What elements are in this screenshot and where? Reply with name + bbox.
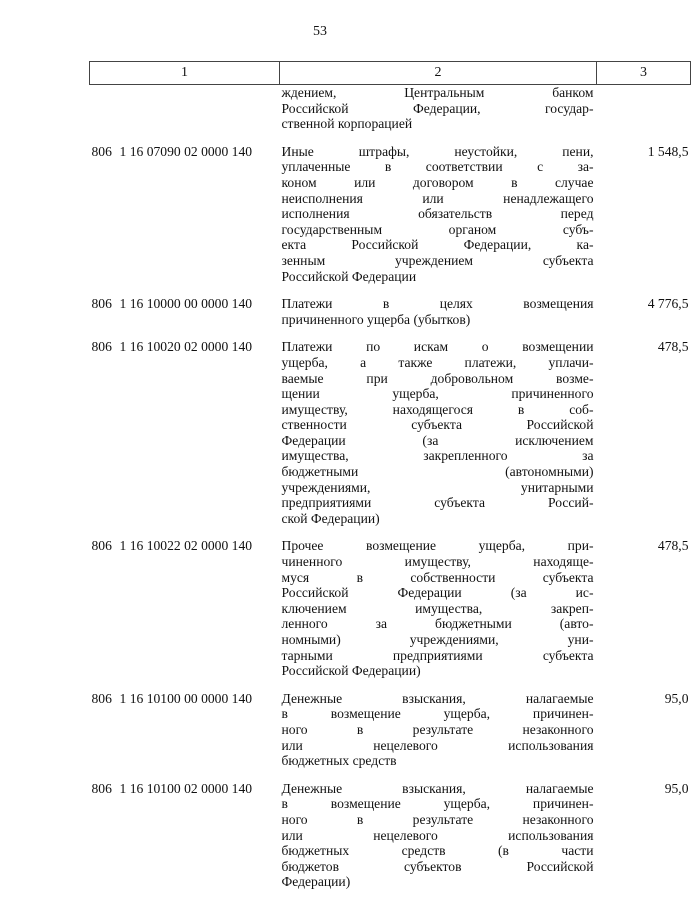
table-header <box>90 62 691 85</box>
budget-code-cell <box>90 691 280 781</box>
header-col-2: 2 <box>280 62 597 85</box>
table-row <box>90 339 691 538</box>
text-line: учреждениями, унитарными <box>281 479 594 495</box>
text-line: бюджетными (автономными) <box>281 464 594 480</box>
text-line: в возмещение ущерба, причинен- <box>281 706 594 722</box>
admin-code: 806 <box>91 690 112 706</box>
text-line: имущества, закрепленного за <box>281 448 594 464</box>
admin-code: 806 <box>91 780 112 796</box>
text-line: имуществу, находящегося в соб- <box>281 401 594 417</box>
continuation-text <box>280 85 597 144</box>
admin-code: 806 <box>91 339 112 355</box>
amount-cell: 95,0 <box>664 780 689 796</box>
text-line: ленного за бюджетными (авто- <box>281 616 594 632</box>
text-line: Российской Федерации (за ис- <box>281 585 594 601</box>
text-line: Иные штрафы, неустойки, пени, <box>281 143 594 159</box>
text-line: предприятиями субъекта Россий- <box>281 495 594 511</box>
text-line: причиненного ущерба (убытков) <box>281 311 471 327</box>
income-name-cell <box>280 781 597 902</box>
text-line: тарными предприятиями субъекта <box>281 647 594 663</box>
table-row <box>90 781 691 902</box>
text-line: Российской Федерации, государ- <box>281 100 594 116</box>
text-line: Федерации) <box>281 874 351 890</box>
income-name-cell <box>280 691 597 781</box>
table-body <box>90 85 691 902</box>
text-line: уплаченные в соответствии с за- <box>281 159 594 175</box>
text-line: бюджетных средств <box>281 753 397 769</box>
table-row <box>90 144 691 296</box>
classification-code: 1 16 10000 00 0000 140 <box>119 296 253 312</box>
amount-cell: 4 776,5 <box>647 296 689 312</box>
table-row <box>90 538 691 690</box>
text-line: Российской Федерации <box>281 268 417 284</box>
page-number: 53 <box>313 24 327 39</box>
text-line: или нецелевого использования <box>281 737 594 753</box>
text-line: ственной корпорацией <box>281 116 413 132</box>
income-name-cell <box>280 538 597 690</box>
text-line: исполнения обязательств перед <box>281 206 594 222</box>
budget-code-cell <box>90 144 280 296</box>
income-name-cell <box>280 144 597 296</box>
text-line: Прочее возмещение ущерба, при- <box>281 538 594 554</box>
table-row <box>90 296 691 339</box>
text-line: Денежные взыскания, налагаемые <box>281 690 594 706</box>
text-line: или нецелевого использования <box>281 827 594 843</box>
text-line: ного в результате незаконного <box>281 721 594 737</box>
budget-table <box>89 61 691 902</box>
classification-code: 1 16 07090 02 0000 140 <box>119 143 253 159</box>
text-line: чиненного имуществу, находяще- <box>281 554 594 570</box>
classification-code: 1 16 10020 02 0000 140 <box>119 339 253 355</box>
income-name-cell <box>280 296 597 339</box>
text-line: Российской Федерации) <box>281 663 421 679</box>
text-line: ущерба, а также платежи, уплачи- <box>281 354 594 370</box>
classification-code: 1 16 10100 00 0000 140 <box>119 690 253 706</box>
text-line: бюджетов субъектов Российской <box>281 858 594 874</box>
amount-cell: 1 548,5 <box>647 143 689 159</box>
text-line: ключением имущества, закреп- <box>281 600 594 616</box>
text-line: ваемые при добровольном возме- <box>281 370 594 386</box>
header-col-3: 3 <box>597 62 691 85</box>
amount-cell: 478,5 <box>657 538 689 554</box>
budget-code-cell <box>90 339 280 538</box>
classification-code: 1 16 10022 02 0000 140 <box>119 538 253 554</box>
text-line: неисполнения или ненадлежащего <box>281 190 594 206</box>
classification-code: 1 16 10100 02 0000 140 <box>119 780 253 796</box>
amount-cell: 95,0 <box>664 690 689 706</box>
text-line: ской Федерации) <box>281 510 380 526</box>
text-line: зенным учреждением субъекта <box>281 252 594 268</box>
admin-code: 806 <box>91 143 112 159</box>
admin-code: 806 <box>91 538 112 554</box>
text-line: Федерации (за исключением <box>281 432 594 448</box>
text-line: коном или договором в случае <box>281 174 594 190</box>
income-name-cell <box>280 339 597 538</box>
admin-code: 806 <box>91 296 112 312</box>
text-line: муся в собственности субъекта <box>281 569 594 585</box>
text-line: номными) учреждениями, уни- <box>281 632 594 647</box>
budget-code-cell <box>90 296 280 339</box>
header-col-1: 1 <box>90 62 280 85</box>
table-row <box>90 691 691 781</box>
budget-code-cell <box>90 538 280 690</box>
text-line: екта Российской Федерации, ка- <box>281 237 594 253</box>
text-line: ного в результате незаконного <box>281 811 594 827</box>
text-line: ждением, Центральным банком <box>281 85 594 100</box>
text-line: Платежи в целях возмещения <box>281 296 594 312</box>
text-line: бюджетных средств (в части <box>281 843 594 859</box>
text-line: ственности субъекта Российской <box>281 417 594 433</box>
text-line: в возмещение ущерба, причинен- <box>281 796 594 812</box>
text-line: Денежные взыскания, налагаемые <box>281 780 594 796</box>
amount-cell: 478,5 <box>657 339 689 355</box>
continuation-row <box>90 85 691 144</box>
budget-code-cell <box>90 781 280 902</box>
text-line: щении ущерба, причиненного <box>281 386 594 402</box>
text-line: государственным органом субъ- <box>281 221 594 237</box>
text-line: Платежи по искам о возмещении <box>281 339 594 355</box>
